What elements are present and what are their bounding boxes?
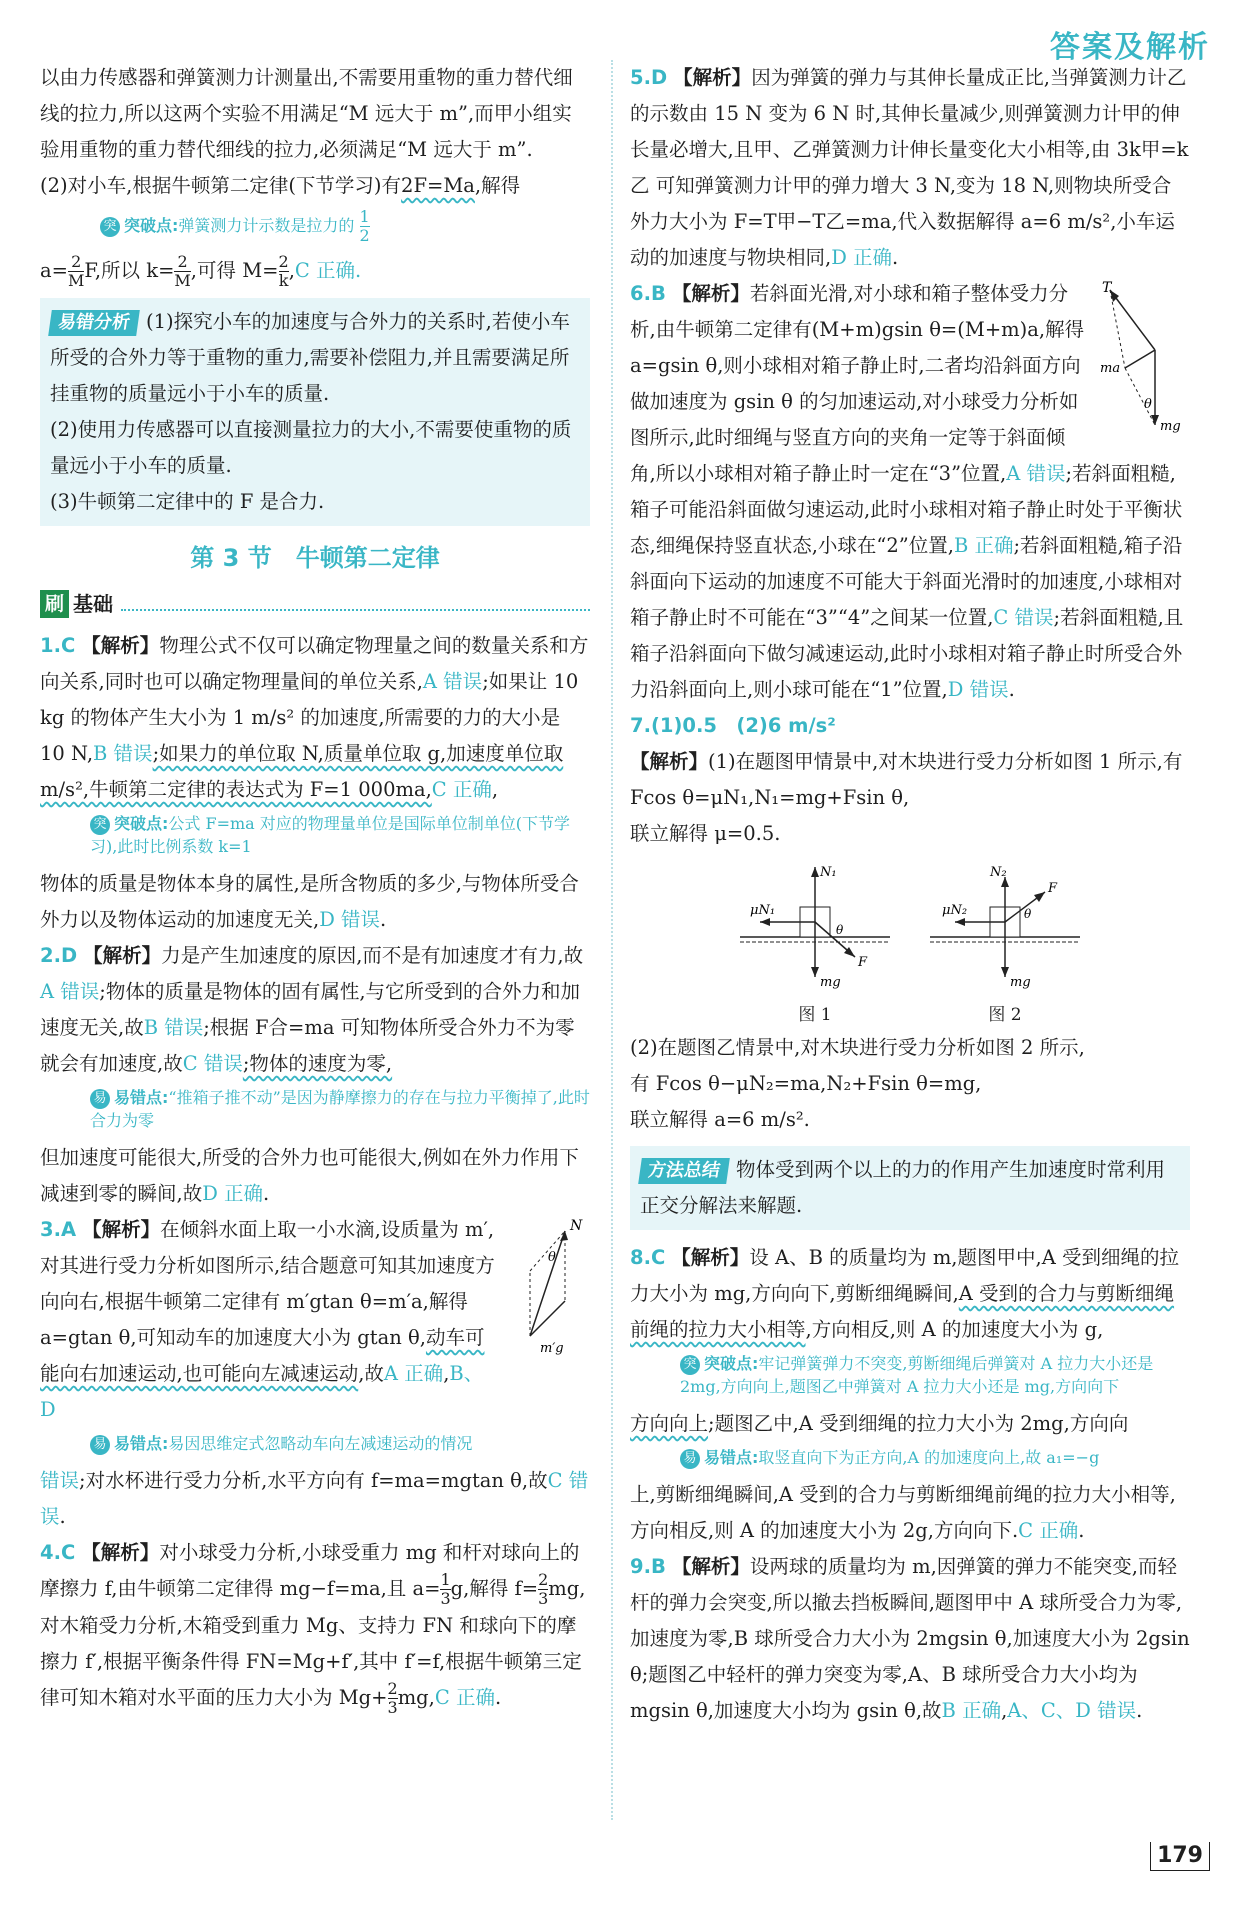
q1-breakthrough-note: 突 突破点:公式 F=ma 对应的物理量单位是国际单位制单位(下节学习),此时比例系数 k=1 (90, 814, 571, 856)
figure-2-caption: 图 2 (988, 1005, 1022, 1025)
fig6-label-T: T (1102, 280, 1112, 296)
answer-7-heading: 7.(1)0.5 (2)6 m/s² (630, 714, 836, 737)
mistake-analysis-box: 易错分析 (1)探究小车的加速度与合外力的关系时,若使小车所受的合外力等于重物的重力,需要补偿阻力,并且需要满足所挂重物的质量远小于小车的质量. (2)使用力传感器可以直接测量拉力的大小,不需要使重物的质量远小于小车的质量. (3)牛顿第二定律中的 F 是合力. (40, 298, 590, 526)
fraction-half: $\frac{1}{2}$ (359, 207, 370, 245)
breakthrough-icon: 突 (100, 217, 120, 237)
answer-7-eq: 有 Fcos θ−μN₂=ma,N₂+Fsin θ=mg, (630, 1072, 982, 1095)
method-summary-box: 方法总结 物体受到两个以上的力的作用产生加速度时常利用正交分解法来解题. (630, 1146, 1190, 1230)
answer-6: T ma θ mg 6.B 【解析】若斜面光滑,对小球和箱子整体受力分析,由牛顿第二定律有(M+m)gsin θ=(M+m)a,解得 a=gsin θ,则小球相对箱子静止时,二者均沿斜面方向做加速度为 gsin θ 的匀加速运动,对小球受力分析如图所示,此时细绳与竖直方向的夹角一定等于斜面倾角,所以小球相对箱子静止时一定在“3”位置,A 错误;若斜面粗糙,箱子可能沿斜面做匀速运动,此时小球相对箱子静止时处于平衡状态,细绳保持竖直状态,小球在“2”位置,B 正确;若斜面粗糙,箱子沿斜面向下运动的加速度不可能大于斜面光滑时的加速度,小球相对箱子静止时不可能在“3”“4”之间某一位置,C 错误;若斜面粗糙,且箱子沿斜面向下做匀减速运动,此时小球相对箱子静止时所受合外力沿斜面向上,则小球可能在“1”位置,D 错误. (630, 276, 1190, 708)
page-header: 答案及解析 (1050, 30, 1210, 65)
dotted-rule (121, 597, 590, 611)
fig3-label-mg: m′g (540, 1341, 564, 1356)
svg-text:F: F (858, 955, 868, 970)
fig6-label-theta: θ (1144, 397, 1152, 412)
svg-text:N₂: N₂ (990, 865, 1007, 880)
answer-2-cont: 但加速度可能很大,所受的合外力也可能很大,例如在外力作用下减速到零的瞬间,故D 正确. (40, 1146, 579, 1205)
answer-3: N θ m′g 3.A 【解析】在倾斜水面上取一小水滴,设质量为 m′,对其进行受力分析如图所示,结合题意可知其加速度方向向右,根据牛顿第二定律有 m′gtan θ=m′a,解得 a=gtan θ,可知动车的加速度大小为 gtan θ,动车可能向右加速运动,也可能向左减速运动,故A 正确,B、D 易 易错点:易因思维定式忽略动车向左减速运动的情况 错误;对水杯进行受力分析,水平方向有 f=ma=mgtan θ,故C 错误. (40, 1218, 589, 1528)
answer-8: 8.C 【解析】设 A、B 的质量均为 m,题图甲中,A 受到细绳的拉力大小为 mg,方向向下,剪断细绳瞬间,A 受到的合力与剪断细绳前绳的拉力大小相等,方向相反,则 A 的加速度大小为 g, (630, 1246, 1179, 1341)
fig3-label-N: N (570, 1218, 583, 1234)
q7-figure-2 (930, 862, 1080, 1026)
answer-7-result1: 联立解得 μ=0.5. (630, 822, 781, 845)
intro-paragraph-3: a= $\frac{2}{M}$ F,所以 k= $\frac{2}{M}$ ,可得 M= $\frac{2}{k}$ ,C 正确. (40, 252, 362, 290)
answer-7-result2: 联立解得 a=6 m/s². (630, 1108, 810, 1131)
fig3-label-theta: θ (548, 1250, 556, 1265)
mistake-icon: 易 (90, 1435, 110, 1455)
answer-1: 1.C 【解析】物理公式不仅可以确定物理量之间的数量关系和方向关系,同时也可以确定物理量间的单位关系,A 错误;如果让 10 kg 的物体产生大小为 1 m/s² 的加速度,所需要的力的大小是 10 N,B 错误;如果力的单位取 N,质量单位取 g,加速度单位取 m/s²,牛顿第二定律的表达式为 F=1 000ma,C 正确, (40, 634, 589, 801)
answer-4: 4.C 【解析】对小球受力分析,小球受重力 mg 和杆对球向上的摩擦力 f,由牛顿第二定律得 mg−f=ma,且 a= $\frac{1}{3}$ g,解得 f= $\frac{2}{3}$ mg,对木箱受力分析,木箱受到重力 Mg、支持力 FN 和球向下的摩擦力 f′,根据平衡条件得 FN=Mg+f′,其中 f′=f,根据牛顿第三定律可知木箱对水平面的压力大小为 Mg+ $\frac{2}{3}$ mg,C 正确. (40, 1541, 586, 1717)
answer-5: 5.D 【解析】因为弹簧的弹力与其伸长量成正比,当弹簧测力计乙的示数由 15 N 变为 6 N 时,其伸长量减少,则弹簧测力计甲的伸长量必增大,且甲、乙弹簧测力计伸长量变化大小相等,由 3k甲=k乙 可知弹簧测力计甲的弹力增大 3 N,变为 18 N,则物块所受合外力大小为 F=T甲−T乙=ma,代入数据解得 a=6 m/s²,小车运动的加速度与物块相同,D 正确. (630, 66, 1189, 269)
page-number: 179 (1150, 1842, 1210, 1871)
answer-7-part2: (2)在题图乙情景中,对木块进行受力分析如图 2 所示, (630, 1036, 1085, 1059)
ball-in-box-force-diagram (1100, 280, 1190, 440)
method-summary-label: 方法总结 (638, 1158, 730, 1184)
column-divider (611, 60, 613, 1820)
shua-badge: 刷 (40, 590, 69, 618)
fig6-label-mg: mg (1160, 419, 1181, 434)
mistake-icon: 易 (90, 1089, 110, 1109)
q8-breakthrough-note: 突 突破点:牢记弹簧弹力不突变,剪断细绳后弹簧对 A 拉力大小还是 2mg,方向向上,题图乙中弹簧对 A 拉力大小还是 mg,方向向下 (680, 1354, 1154, 1396)
svg-text:θ: θ (1024, 907, 1032, 921)
q7-figures (630, 862, 1190, 1026)
svg-text:F: F (1048, 881, 1058, 896)
equation-2F-Ma: 2F=Ma (401, 174, 475, 197)
q3-mistake-note: 易 易错点:易因思维定式忽略动车向左减速运动的情况 (90, 1432, 590, 1455)
left-column (40, 60, 590, 1717)
q2-mistake-note: 易 易错点:“推箱子推不动”是因为静摩擦力的存在与拉力平衡掉了,此时合力为零 (90, 1088, 590, 1130)
answer-2: 2.D 【解析】力是产生加速度的原因,而不是有加速度才有力,故A 错误;物体的质量是物体的固有属性,与它所受到的合外力和加速度无关,故B 错误;根据 F合=ma 可知物体所受合外力不为零就会有加速度,故C 错误;物体的速度为零, (40, 944, 584, 1075)
basic-heading: 刷 基础 (40, 586, 590, 622)
svg-text:mg: mg (1010, 975, 1031, 990)
section-title: 第 3 节 牛顿第二定律 (190, 544, 440, 572)
answer-9: 9.B 【解析】设两球的质量均为 m,因弹簧的弹力不能突变,而轻杆的弹力会突变,所以撤去挡板瞬间,题图甲中 A 球所受合力为零,加速度为零,B 球所受合力大小为 2mgsin θ,加速度大小为 2gsin θ;题图乙中轻杆的弹力突变为零,A、B 球所受合力大小均为 mgsin θ,加速度大小均为 gsin θ,故B 正确,A、C、D 错误. (630, 1555, 1190, 1722)
svg-text:θ: θ (836, 923, 844, 937)
intro-paragraph-2: (2)对小车,根据牛顿第二定律(下节学习)有2F=Ma,解得 (40, 174, 521, 197)
svg-text:N₁: N₁ (820, 865, 837, 880)
tupo-note-0: 突 突破点:弹簧测力计示数是拉力的 $\frac{1}{2}$ (100, 208, 590, 245)
answer-8-cont: 方向向上;题图乙中,A 受到细绳的拉力大小为 2mg,方向向 (630, 1412, 1129, 1435)
svg-text:mg: mg (820, 975, 841, 990)
q8-mistake-note: 易 易错点:取竖直向下为正方向,A 的加速度向上,故 a₁=−g (680, 1446, 1190, 1469)
answer-1-cont: 物体的质量是物体本身的属性,是所含物质的多少,与物体所受合外力以及物体运动的加速度无关,D 错误. (40, 872, 579, 931)
mistake-analysis-label: 易错分析 (48, 310, 140, 336)
breakthrough-icon: 突 (90, 815, 110, 835)
answer-7-part1: 【解析】(1)在题图甲情景中,对木块进行受力分析如图 1 所示,有 Fcos θ=μN₁,N₁=mg+Fsin θ, (630, 750, 1183, 809)
figure-1-caption: 图 1 (798, 1005, 832, 1025)
answer-8-cont2: 上,剪断细绳瞬间,A 受到的合力与剪断细绳前绳的拉力大小相等,方向相反,则 A 的加速度大小为 2g,方向向下.C 正确. (630, 1483, 1176, 1542)
breakthrough-icon: 突 (680, 1355, 700, 1375)
fig6-label-ma: ma (1100, 361, 1121, 376)
water-drop-force-diagram (510, 1216, 590, 1356)
svg-text:μN₁: μN₁ (750, 903, 776, 918)
svg-text:μN₂: μN₂ (942, 903, 968, 918)
q7-figure-1 (740, 862, 890, 1026)
mistake-icon: 易 (680, 1449, 700, 1469)
right-column (630, 60, 1190, 1729)
intro-paragraph-1: 以由力传感器和弹簧测力计测量出,不需要用重物的重力替代细线的拉力,所以这两个实验不用满足“M 远大于 m”,而甲小组实验用重物的重力替代细线的拉力,必须满足“M 远大于 m”. (40, 66, 573, 161)
